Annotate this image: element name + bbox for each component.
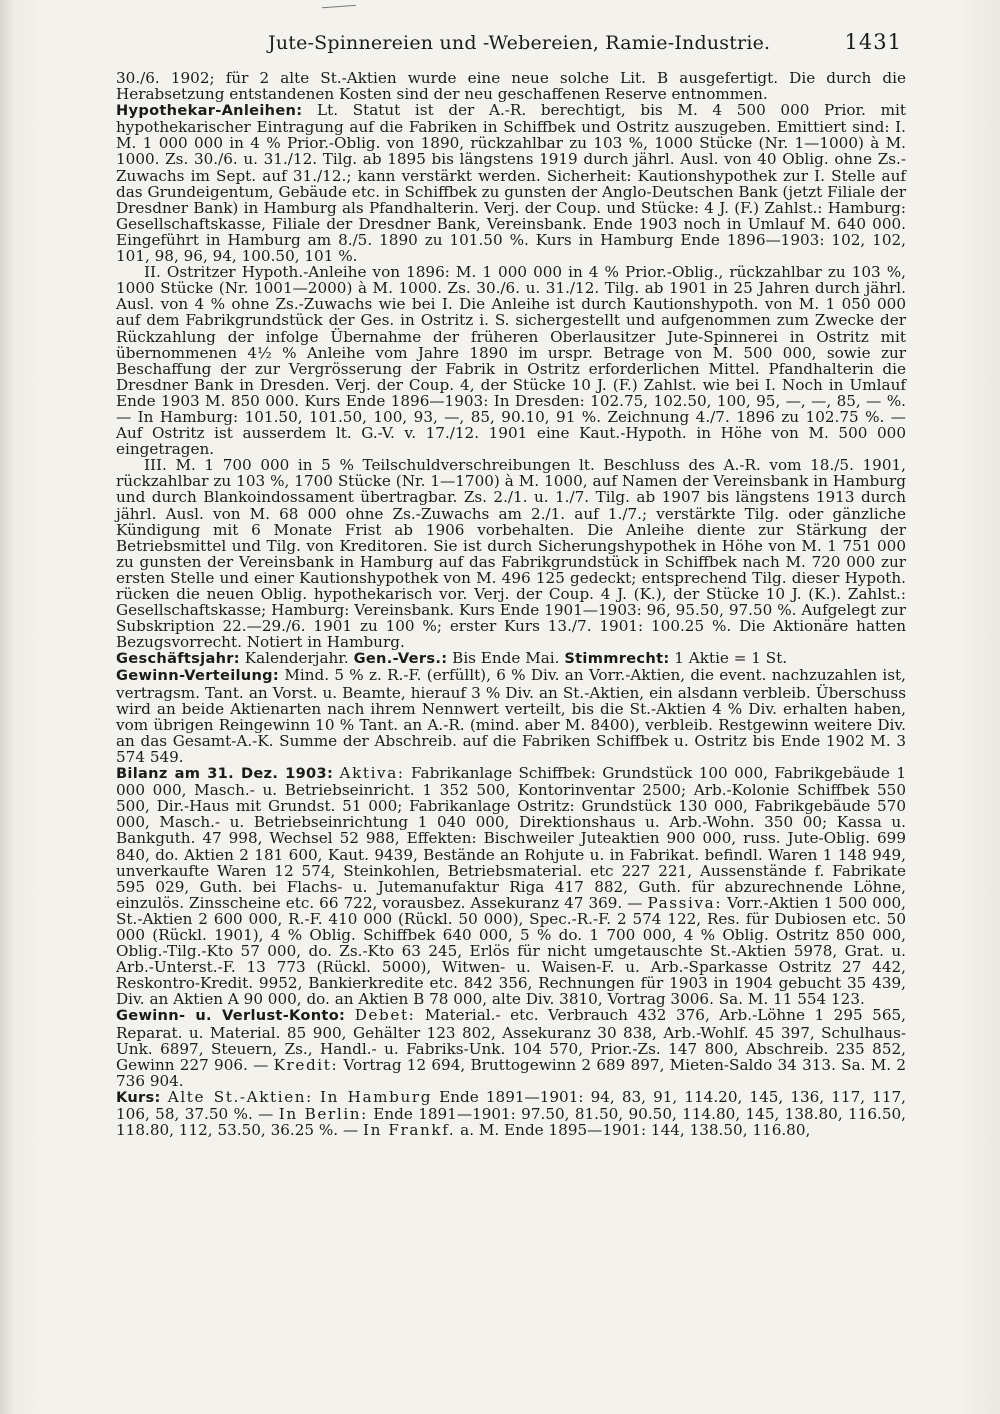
kurs-hamburg-label: In Hamburg — [320, 1087, 433, 1106]
paragraph-gewinn-verlust — [116, 1007, 906, 1088]
kurs-frankfurt-label: In Frankf. — [362, 1121, 456, 1140]
section-label-bilanz: Bilanz am 31. Dez. 1903: — [116, 765, 334, 783]
section-label-geschaeftsjahr: Geschäftsjahr: — [116, 650, 240, 668]
kredit-text: Vortrag 12 694, Bruttogewinn 2 689 897, Mieten-Saldo 34 313. Sa. M. 2 736 904. — [116, 1055, 907, 1090]
passiva-label: Passiva: — [647, 893, 723, 912]
hypothekar-anleihen-text: Lt. Statut ist der A.-R. berechtigt, bis M. 4 500 000 Prior. mit hypothekarischer Eintragung auf die Fabriken in Schiffbek und Ostritz auszugeben. Emittiert sind: I. M. 1 000 000 in 4 % Prior.-Oblig. von 1890, rückzahlbar zu 103 %, 1000 Stücke (Nr. 1—1000) à M. 1000. Zs. 30./6. u. 31./12. Tilg. ab 1895 bis längstens 1919 durch jährl. Ausl. von 40 Oblig. ohne Zs.-Zuwachs im Sept. auf 31./12.; kann verstärkt werden. Sicherheit: Kautionshypothek zur I. Stelle auf das Grundeigentum, Gebäude etc. in Schiffbek zu gunsten der Anglo-Deutschen Bank (jetzt Filiale der Dresdner Bank) in Hamburg als Pfandhalterin. Verj. der Coup. und Stücke: 4 J. (F.) Zahlst.: Hamburg: Gesellschaftskasse, Filiale der Dresdner Bank, Vereinsbank. Ende 1903 noch in Umlauf M. 640 000. Eingeführt in Hamburg am 8./5. 1890 zu 101.50 %. Kurs in Hamburg Ende 1896—1903: 102, 102, 101, 98, 96, 94, 100.50, 101 %. — [116, 101, 906, 266]
page-header — [0, 32, 1000, 62]
page-number: 1431 — [844, 30, 902, 54]
paragraph-bilanz — [116, 765, 906, 1007]
section-label-gewinn-verlust: Gewinn- u. Verlust-Konto: — [116, 1007, 346, 1025]
debet-text: Material.- etc. Verbrauch 432 376, Arb.-Löhne 1 295 565, Reparat. u. Material. 85 900, Gehälter 123 802, Assekuranz 30 838, Arb.-Wohlf. 45 397, Schulhaus-Unk. 6897, Steuern, Zs., Handl.- u. Fabriks-Unk. 104 570, Prior.-Zs. 147 800, Abschreib. 235 852, Gewinn 227 906. — — [116, 1006, 906, 1074]
section-label-gewinn-verteilung: Gewinn-Verteilung: — [116, 667, 280, 685]
kurs-berlin-text: Ende 1891—1901: 97.50, 81.50, 90.50, 114.80, 145, 138.80, 116.50, 118.80, 112, 53.50, 36.25 %. — — [116, 1105, 906, 1140]
paragraph-anleihe-ii: II. Ostritzer Hypoth.-Anleihe von 1896: M. 1 000 000 in 4 % Prior.-Oblig., rückzahlbar zu 103 %, 1000 Stücke (Nr. 1001—2000) à M. 1000. Zs. 30./6. u. 31./12. Tilg. ab 1901 in 25 Jahren durch jährl. Ausl. von 4 % ohne Zs.-Zuwachs wie bei I. Die Anleihe ist durch Kautionshypoth. von M. 1 050 000 auf dem Fabrikgrundstück der Ges. in Ostritz i. S. sichergestellt und aufgenommen zum Zwecke der Rückzahlung der infolge Übernahme der früheren Oberlausitzer Jute-Spinnerei in Ostritz mit übernommenen 4½ % Anleihe vom Jahre 1890 im urspr. Betrage von M. 500 000, sowie zur Beschaffung der zur Vergrösserung der Fabrik in Ostritz erforderlichen Mittel. Pfandhalterin die Dresdner Bank in Dresden. Verj. der Coup. 4, der Stücke 10 J. (F.) Zahlst. wie bei I. Noch in Umlauf Ende 1903 M. 850 000. Kurs Ende 1896—1903: In Dresden: 102.75, 102.50, 100, 95, —, —, 85, — %. — In Hamburg: 101.50, 101.50, 100, 93, —, 85, 90.10, 91 %. Zeichnung 4./7. 1896 zu 102.75 %. — Auf Ostritz ist ausserdem lt. G.-V. v. 17./12. 1901 eine Kaut.-Hypoth. in Höhe von M. 500 000 eingetragen. — [116, 263, 906, 459]
paragraph-gewinn-verteilung — [116, 667, 906, 765]
paragraph-anleihe-iii: III. M. 1 700 000 in 5 % Teilschuldverschreibungen lt. Beschluss des A.-R. vom 18./5. 1901, rückzahlbar zu 103 %, 1700 Stücke (Nr. 1—1700) à M. 1000, auf Namen der Vereinsbank in Hamburg und durch Blankoindossament übertragbar. Zs. 2./1. u. 1./7. Tilg. ab 1907 bis längstens 1913 durch jährl. Ausl. von M. 68 000 ohne Zs.-Zuwachs am 2./1. auf 1./7.; verstärkte Tilg. oder gänzliche Kündigung mit 6 Monate Frist ab 1906 vorbehalten. Die Anleihe diente zur Stärkung der Betriebsmittel und Tilg. von Kreditoren. Sie ist durch Sicherungshypothek in Höhe von M. 1 751 000 zu gunsten der Vereinsbank in Hamburg auf das Fabrikgrundstück in Schiffbek nach M. 720 000 zur ersten Stelle und einer Kautionshypothek von M. 496 125 gedeckt; entsprechend Tilg. dieser Hypoth. rücken die neuen Oblig. hypothekarisch vor. Verj. der Coup. 4 J. (K.), der Stücke 10 J. (K.). Zahlst.: Gesellschaftskasse; Hamburg: Vereinsbank. Kurs Ende 1901—1903: 96, 95.50, 97.50 %. Aufgelegt zur Subskription 22.—29./6. 1901 zu 100 %; erster Kurs 13./7. 1901: 100.25 %. Die Aktionäre hatten Bezugsvorrecht. Notiert in Hamburg. — [116, 456, 906, 652]
geschaeftsjahr-text: Kalenderjahr. — [239, 649, 354, 668]
section-label-hypothekar-anleihen: Hypothekar-Anleihen: — [116, 102, 303, 120]
gewinn-verteilung-text: Mind. 5 % z. R.-F. (erfüllt), 6 % Div. an Vorr.-Aktien, die event. nachzuzahlen ist, vertragsm. Tant. an Vorst. u. Beamte, hierauf 3 % Div. an St.-Aktien, ein alsdann verbleib. Überschuss wird an beide Aktienarten nach ihrem Nennwert verteilt, bis die St.-Aktien 4 % Div. erhalten haben, vom übrigen Reingewinn 10 % Tant. an A.-R. (mind. aber M. 8400), verbleib. Restgewinn weitere Div. an das Gesamt-A.-K. Summe der Abschreib. auf die Fabriken Schiffbek u. Ostritz bis Ende 1902 M. 3 574 549. — [116, 666, 906, 766]
paragraph-intro: 30./6. 1902; für 2 alte St.-Aktien wurde eine neue solche Lit. B ausgefertigt. Die durch die Herabsetzung entstandenen Kosten sind der neu geschaffenen Reserve entnommen. — [116, 69, 906, 104]
aktiva-text: Fabrikanlage Schiffbek: Grundstück 100 000, Fabrikgebäude 1 000 000, Masch.- u. Betriebseinricht. 1 352 500, Kontorinventar 2500; Arb.-Kolonie Schiffbek 550 500, Dir.-Haus mit Grundst. 51 000; Fabrikanlage Ostritz: Grundstück 130 000, Fabrikgebäude 570 000, Masch.- u. Betriebseinrichtung 1 040 000, Direktionshaus u. Arb.-Wohn. 350 00; Kassa u. Bankguth. 47 998, Wechsel 52 988, Effekten: Bischweiler Juteaktien 900 000, russ. Jute-Oblig. 699 840, do. Aktien 2 181 600, Kaut. 9439, Bestände an Rohjute u. in Fabrikat. befindl. Waren 1 148 949, unverkaufte Waren 12 574, Steinkohlen, Betriebsmaterial. etc 227 221, Aussenstände f. Fabrikate 595 029, Guth. bei Flachs- u. Jutemanufaktur Riga 417 882, Guth. für abzurechnende Löhne, einzulös. Zinsscheine etc. 66 722, vorausbez. Assekuranz 47 369. — — [116, 764, 906, 912]
stimmrecht-text: 1 Aktie = 1 St. — [669, 649, 788, 668]
passiva-text: Vorr.-Aktien 1 500 000, St.-Aktien 2 600 000, R.-F. 410 000 (Rückl. 50 000), Spec.-R.-F. 2 574 122, Res. für Dubiosen etc. 50 000 (Rückl. 1901), 4 % Oblig. Schiffbek 640 000, 5 % do. 1 700 000, 4 % Oblig. Ostritz 850 000, Oblig.-Tilg.-Kto 57 000, do. Zs.-Kto 63 245, Erlös für nicht umgetauschte St.-Aktien 5978, Grat. u. Arb.-Unterst.-F. 13 773 (Rückl. 5000), Witwen- u. Waisen-F. u. Arb.-Sparkasse Ostritz 27 442, Reskontro-Kredit. 9952, Bankierkredite etc. 842 356, Rechnungen für 1903 in 1904 gebucht 35 439, Div. an Aktien A 90 000, do. an Aktien B 78 000, alte Div. 3810, Vortrag 3006. Sa. M. 11 554 123. — [116, 893, 906, 1009]
kurs-berlin-label: In Berlin: — [278, 1105, 368, 1123]
section-label-stimmrecht: Stimmrecht: — [564, 650, 670, 668]
kurs-alte-st-aktien: Alte St.-Aktien: — [167, 1087, 313, 1106]
paragraph-hypothekar-anleihen — [116, 102, 906, 264]
scan-artifact — [322, 5, 356, 11]
paragraph-geschaeftsjahr — [116, 650, 906, 667]
section-label-gen-vers: Gen.-Vers.: — [353, 650, 448, 668]
section-label-kurs: Kurs: — [116, 1088, 161, 1106]
kurs-hamburg-text: Ende 1891—1901: 94, 83, 91, 114.20, 145, 136, 117, 117, 106, 58, 37.50 %. — — [116, 1087, 906, 1123]
paragraph-kurs — [116, 1089, 906, 1138]
kredit-label: Kredit: — [273, 1055, 339, 1074]
gen-vers-text: Bis Ende Mai. — [447, 649, 565, 668]
aktiva-label: Aktiva: — [339, 764, 405, 783]
debet-label: Debet: — [354, 1006, 416, 1025]
running-title: Jute-Spinnereien und -Webereien, Ramie-Industrie. — [268, 32, 771, 54]
body-text — [116, 70, 906, 1138]
kurs-frankfurt-text: a. M. Ende 1895—1901: 144, 138.50, 116.80, — [455, 1121, 811, 1140]
